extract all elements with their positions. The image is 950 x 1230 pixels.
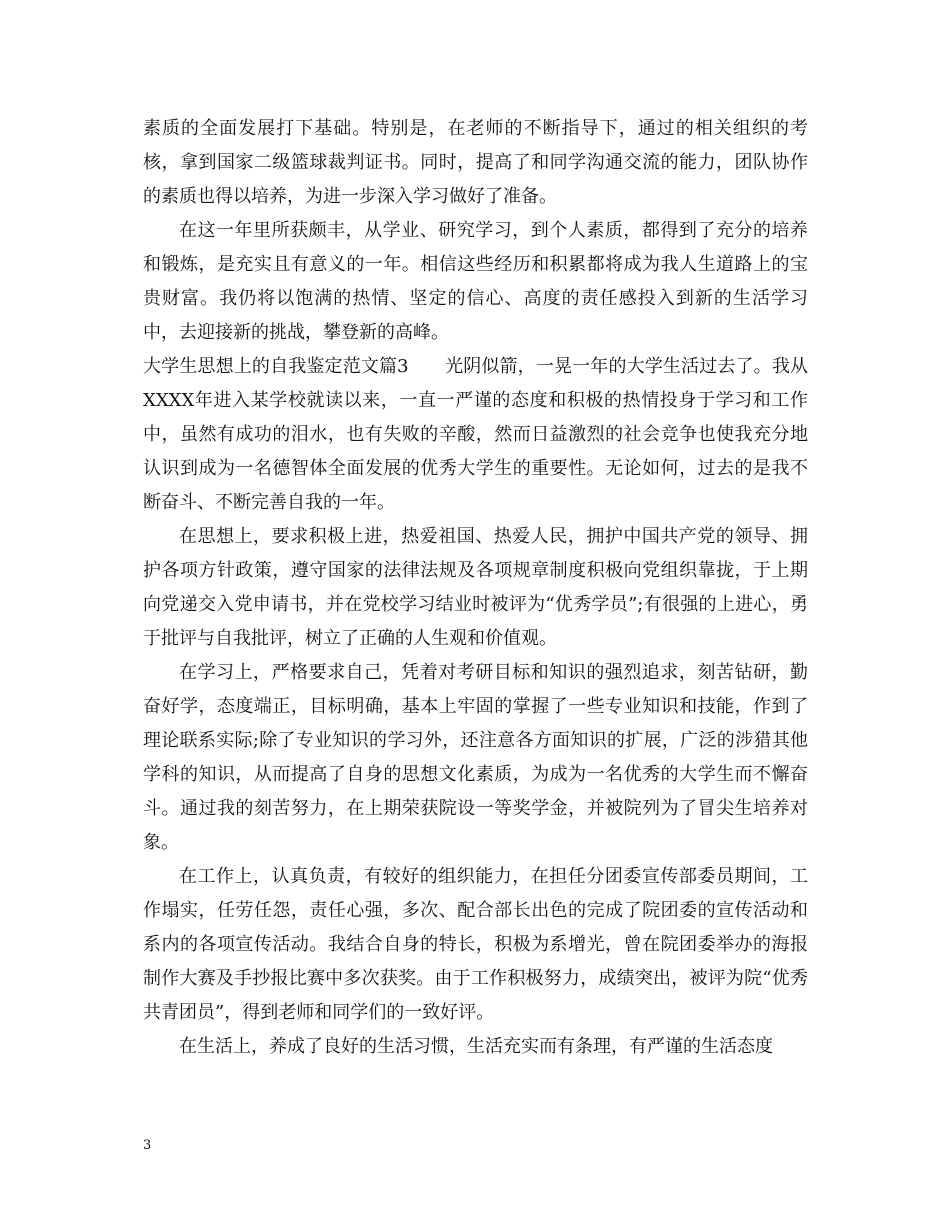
paragraph-4: 在思想上，要求积极上进，热爱祖国、热爱人民，拥护中国共产党的领导、拥护各项方针政策，遵守国家的法律法规及各项规章制度积极向党组织靠拢，于上期向党递交入党申请书，并在党校学习结业时被评为“优秀学员”;有很强的上进心，勇于批评与自我批评，树立了正确的人生观和价值观。: [143, 526, 808, 649]
paragraph-2: 在这一年里所获颇丰，从学业、研究学习，到个人素质，都得到了充分的培养和锻炼，是充实且有意义的一年。相信这些经历和积累都将成为我人生道路上的宝贵财富。我仍将以饱满的热情、坚定的信心、高度的责任感投入到新的生活学习中，去迎接新的挑战，攀登新的高峰。: [143, 220, 808, 343]
paragraph-3: 大学生思想上的自我鉴定范文篇3 光阴似箭，一晃一年的大学生活过去了。我从XXXX年进入某学校就读以来，一直一严谨的态度和积极的热情投身于学习和工作中，虽然有成功的泪水，也有失败的辛酸，然而日益激烈的社会竞争也使我充分地认识到成为一名德智体全面发展的优秀大学生的重要性。无论如何，过去的是我不断奋斗、不断完善自我的一年。: [143, 356, 808, 513]
paragraph-1: 素质的全面发展打下基础。特别是，在老师的不断指导下，通过的相关组织的考核，拿到国家二级篮球裁判证书。同时，提高了和同学沟通交流的能力，团队协作的素质也得以培养，为进一步深入学习做好了准备。: [143, 118, 808, 207]
paragraph-5: 在学习上，严格要求自己，凭着对考研目标和知识的强烈追求，刻苦钻研，勤奋好学，态度端正，目标明确，基本上牢固的掌握了一些专业知识和技能，作到了理论联系实际;除了专业知识的学习外，还注意各方面知识的扩展，广泛的涉猎其他学科的知识，从而提高了自身的思想文化素质，为成为一名优秀的大学生而不懈奋斗。通过我的刻苦努力，在上期荣获院设一等奖学金，并被院列为了冒尖生培养对象。: [143, 662, 808, 853]
document-body: [143, 112, 808, 1064]
paragraph-7: 在生活上，养成了良好的生活习惯，生活充实而有条理，有严谨的生活态度: [179, 1036, 773, 1057]
paragraph-6: 在工作上，认真负责，有较好的组织能力，在担任分团委宣传部委员期间，工作塌实，任劳任怨，责任心强，多次、配合部长出色的完成了院团委的宣传活动和系内的各项宣传活动。我结合自身的特长，积极为系增光，曾在院团委举办的海报制作大赛及手抄报比赛中多次获奖。由于工作积极努力，成绩突出，被评为院“优秀共青团员”，得到老师和同学们的一致好评。: [143, 866, 808, 1023]
page-number: 3: [143, 1138, 152, 1153]
